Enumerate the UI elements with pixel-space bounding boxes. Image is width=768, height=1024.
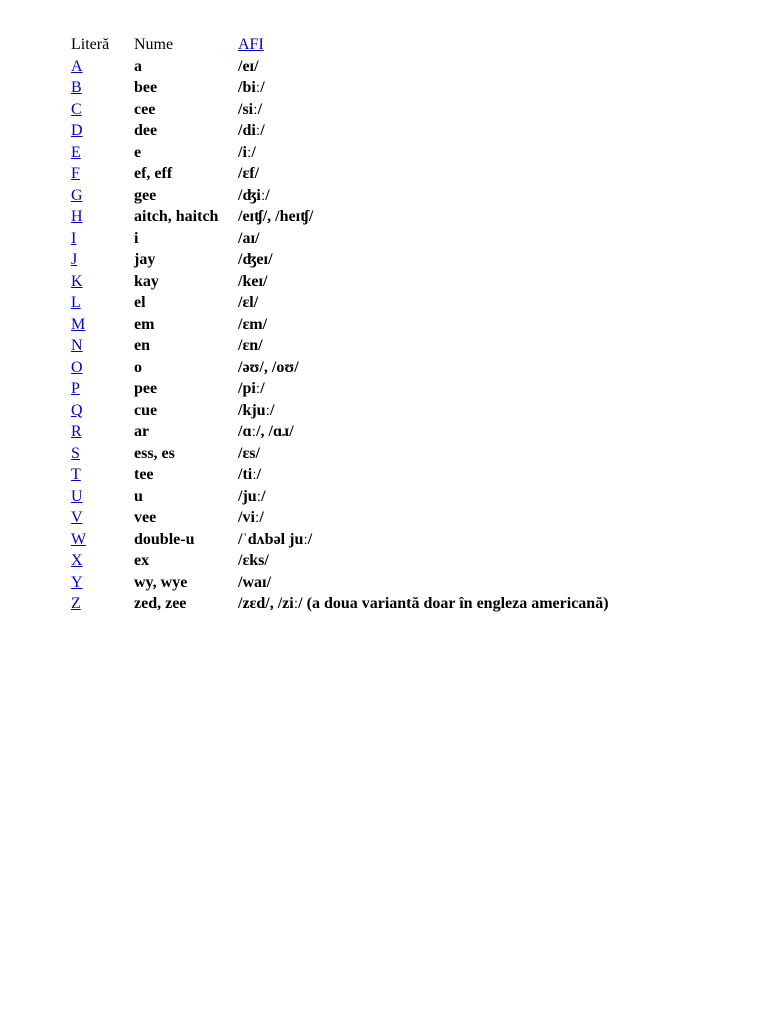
letter-cell [68,120,134,142]
name-cell: jay [134,251,156,268]
letter-link-a[interactable]: A [71,57,83,75]
table-row [68,206,609,228]
ipa-cell: /zɛd/, /ziː/ (a doua variantă doar în engleza americană) [238,595,609,612]
ipa-cell: /tiː/ [238,466,262,483]
letter-link-v[interactable]: V [71,509,83,526]
name-cell: e [134,143,142,161]
ipa-cell: /siː/ [238,100,263,118]
name-cell: kay [134,272,159,290]
afi-link[interactable]: AFI [238,36,264,53]
table-row [68,249,609,271]
ipa-cell: /əʊ/, /oʊ/ [238,358,299,376]
table-row [68,292,609,314]
letter-link-b[interactable]: B [71,79,82,96]
letter-link-n[interactable]: N [71,337,83,354]
name-cell: pee [134,380,158,397]
letter-link-x[interactable]: X [71,552,83,569]
table-row [68,464,609,486]
name-cell: zed, zee [134,595,187,612]
letter-cell [68,271,134,293]
letter-link-k[interactable]: K [71,272,83,290]
letter-link-c[interactable]: C [71,100,82,118]
ipa-cell: /ɛl/ [238,294,259,311]
letter-cell [68,142,134,164]
table-header-row [68,34,609,56]
letter-link-r[interactable]: R [71,423,82,440]
letter-cell [68,550,134,572]
letter-link-w[interactable]: W [71,530,87,548]
table-row [68,357,609,379]
letter-cell [68,77,134,99]
ipa-cell: /ɛks/ [238,552,269,569]
header-name: Nume [134,36,174,53]
name-cell: bee [134,79,158,96]
table-row [68,335,609,357]
ipa-cell: /keɪ/ [238,272,268,290]
letter-cell [68,206,134,228]
letter-cell [68,335,134,357]
letter-cell [68,314,134,336]
letter-link-d[interactable]: D [71,122,83,139]
ipa-cell: /ˈdʌbəl juː/ [238,530,313,548]
table-row [68,572,609,594]
letter-cell [68,421,134,443]
name-cell: em [134,315,155,333]
letter-link-j[interactable]: J [71,251,78,268]
letter-link-s[interactable]: S [71,444,80,462]
ipa-cell: /ʤeɪ/ [238,251,273,268]
letter-link-m[interactable]: M [71,315,86,333]
letter-cell [68,507,134,529]
name-cell: ess, es [134,444,175,462]
name-cell: tee [134,466,154,483]
name-cell: u [134,487,143,505]
table-row [68,228,609,250]
name-cell: ef, eff [134,165,173,182]
table-row [68,529,609,551]
alphabet-table [68,34,609,615]
letter-cell [68,443,134,465]
ipa-cell: /aɪ/ [238,229,260,247]
letter-link-p[interactable]: P [71,380,80,397]
ipa-cell: /eɪ/ [238,57,259,75]
letter-cell [68,572,134,594]
ipa-cell: /ɛm/ [238,315,268,333]
letter-link-z[interactable]: Z [71,595,81,612]
table-row [68,99,609,121]
letter-link-i[interactable]: I [71,229,77,247]
ipa-cell: /diː/ [238,122,265,139]
name-cell: aitch, haitch [134,208,219,225]
name-cell: a [134,57,142,75]
name-cell: ar [134,423,150,440]
name-cell: vee [134,509,157,526]
name-cell: el [134,294,146,311]
ipa-cell: /iː/ [238,143,256,161]
table-body [68,56,609,615]
name-cell: cee [134,100,156,118]
table-row [68,400,609,422]
ipa-cell: /ɛn/ [238,337,263,354]
table-row [68,314,609,336]
ipa-cell: /kjuː/ [238,401,275,419]
table-row [68,486,609,508]
name-cell: cue [134,401,158,419]
letter-cell [68,464,134,486]
letter-cell [68,357,134,379]
letter-cell [68,228,134,250]
letter-cell [68,529,134,551]
header-ipa [238,34,609,56]
letter-cell [68,185,134,207]
table-row [68,56,609,78]
ipa-cell: /ɛf/ [238,165,260,182]
letter-cell [68,99,134,121]
name-cell: gee [134,186,157,204]
letter-cell [68,486,134,508]
letter-cell [68,378,134,400]
table-row [68,77,609,99]
ipa-cell: /piː/ [238,380,265,397]
letter-link-o[interactable]: O [71,358,83,376]
header-letter: Literă [71,36,110,53]
ipa-cell: /waɪ/ [238,573,272,591]
letter-cell [68,593,134,615]
table-row [68,421,609,443]
letter-link-t[interactable]: T [71,466,81,483]
letter-cell [68,292,134,314]
letter-link-h[interactable]: H [71,208,83,225]
letter-link-f[interactable]: F [71,165,80,182]
table-row [68,163,609,185]
letter-link-u[interactable]: U [71,487,83,505]
table-row [68,593,609,615]
table-row [68,185,609,207]
table-row [68,120,609,142]
ipa-cell: /eɪʧ/, /heɪʧ/ [238,208,314,225]
name-cell: dee [134,122,158,139]
letter-cell [68,249,134,271]
ipa-cell: /ɑː/, /ɑɹ/ [238,423,294,440]
letter-cell [68,163,134,185]
name-cell: ex [134,552,150,569]
ipa-cell: /ɛs/ [238,444,260,462]
table-row [68,271,609,293]
name-cell: wy, wye [134,573,188,591]
letter-link-y[interactable]: Y [71,573,83,591]
table-row [68,443,609,465]
letter-cell [68,56,134,78]
table-row [68,142,609,164]
letter-link-e[interactable]: E [71,143,81,161]
name-cell: double-u [134,530,195,548]
ipa-cell: /viː/ [238,509,264,526]
name-cell: o [134,358,142,376]
ipa-cell: /ʤiː/ [238,186,270,204]
name-cell: en [134,337,150,354]
table-row [68,550,609,572]
ipa-cell: /biː/ [238,79,265,96]
table-row [68,378,609,400]
letter-link-q[interactable]: Q [71,401,83,419]
table-row [68,507,609,529]
letter-link-g[interactable]: G [71,186,83,204]
ipa-cell: /juː/ [238,487,266,505]
letter-cell [68,400,134,422]
letter-link-l[interactable]: L [71,294,81,311]
name-cell: i [134,229,139,247]
